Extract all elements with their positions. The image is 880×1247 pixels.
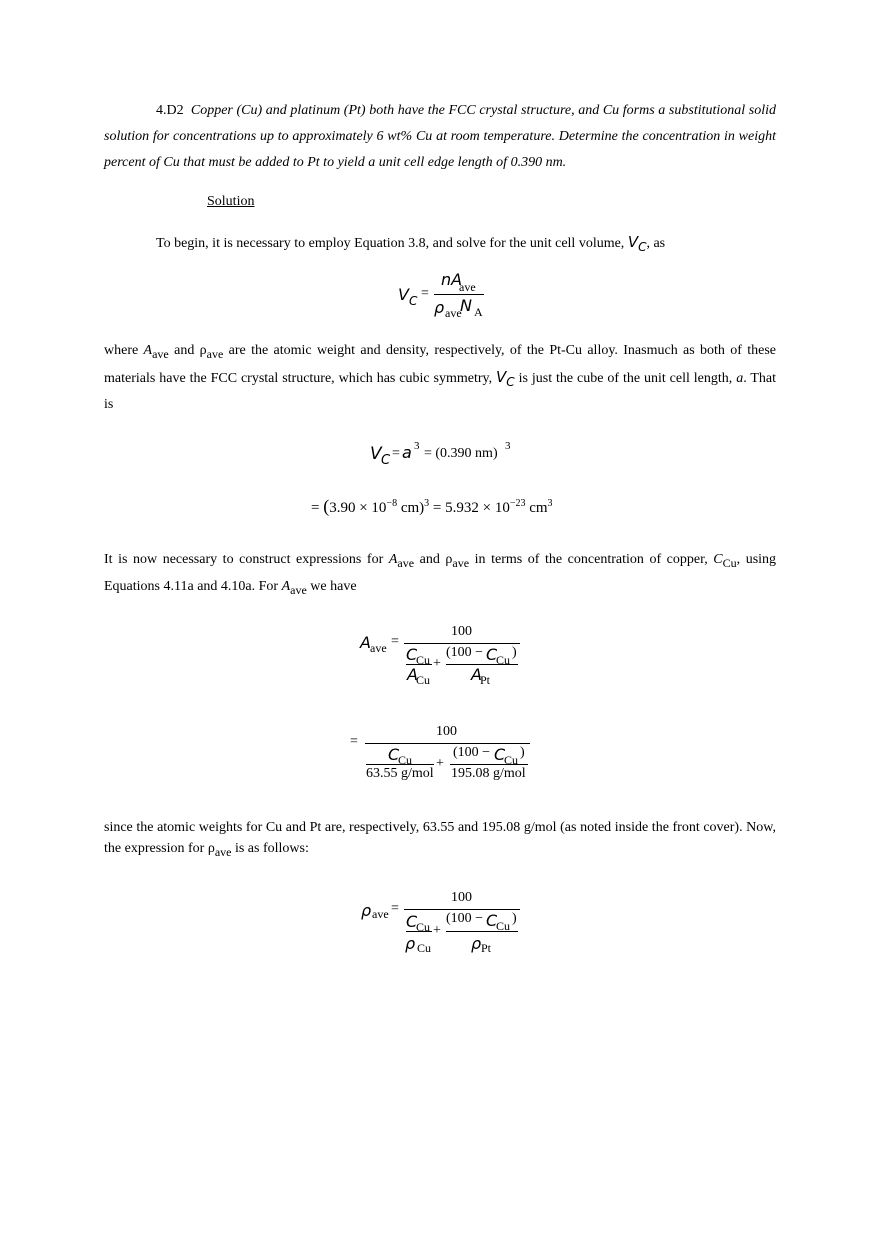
paragraph-1: To begin, it is necessary to employ Equation 3.8, and solve for the unit cell volume, VC, as [156,233,666,254]
problem-statement [104,98,776,176]
paragraph-2: where Aave and ρave are the atomic weight and density, respectively, of the Pt-Cu alloy. Inasmuch as both of these materials have the FCC crystal structure, which has cubic symmetry, VC is just the cube of the unit cell length, a. That is [104,343,777,412]
paragraph-4: since the atomic weights for Cu and Pt are, respectively, 63.55 and 195.08 g/mol (as noted inside the front cover). Now, the expression for ρave is as follows: [104,820,776,859]
equation-volume-value: = ($3.90 \times 10^{-8}$ $cm)^3 = 5.932 \times 10^{-23}$ $cm^3$ [311,496,553,516]
solution-heading: Solution [207,194,255,209]
problem-number: 4.D2 [156,103,184,118]
paragraph-3: It is now necessary to construct expressions for Aave and ρave in terms of the concentration of copper, CCu, using Equations 4.11a and 4.10a. For Aave we have [104,552,777,597]
problem-text: Copper (Cu) and platinum (Pt) both have the FCC crystal structure, and Cu forms a substitutional solid solution for concentrations up to approximately 6 wt% Cu at room temperature. Determine the concentration in weight percent of Cu that must be added to Pt to yield a unit cell edge length of 0.390 nm. [104,103,777,170]
